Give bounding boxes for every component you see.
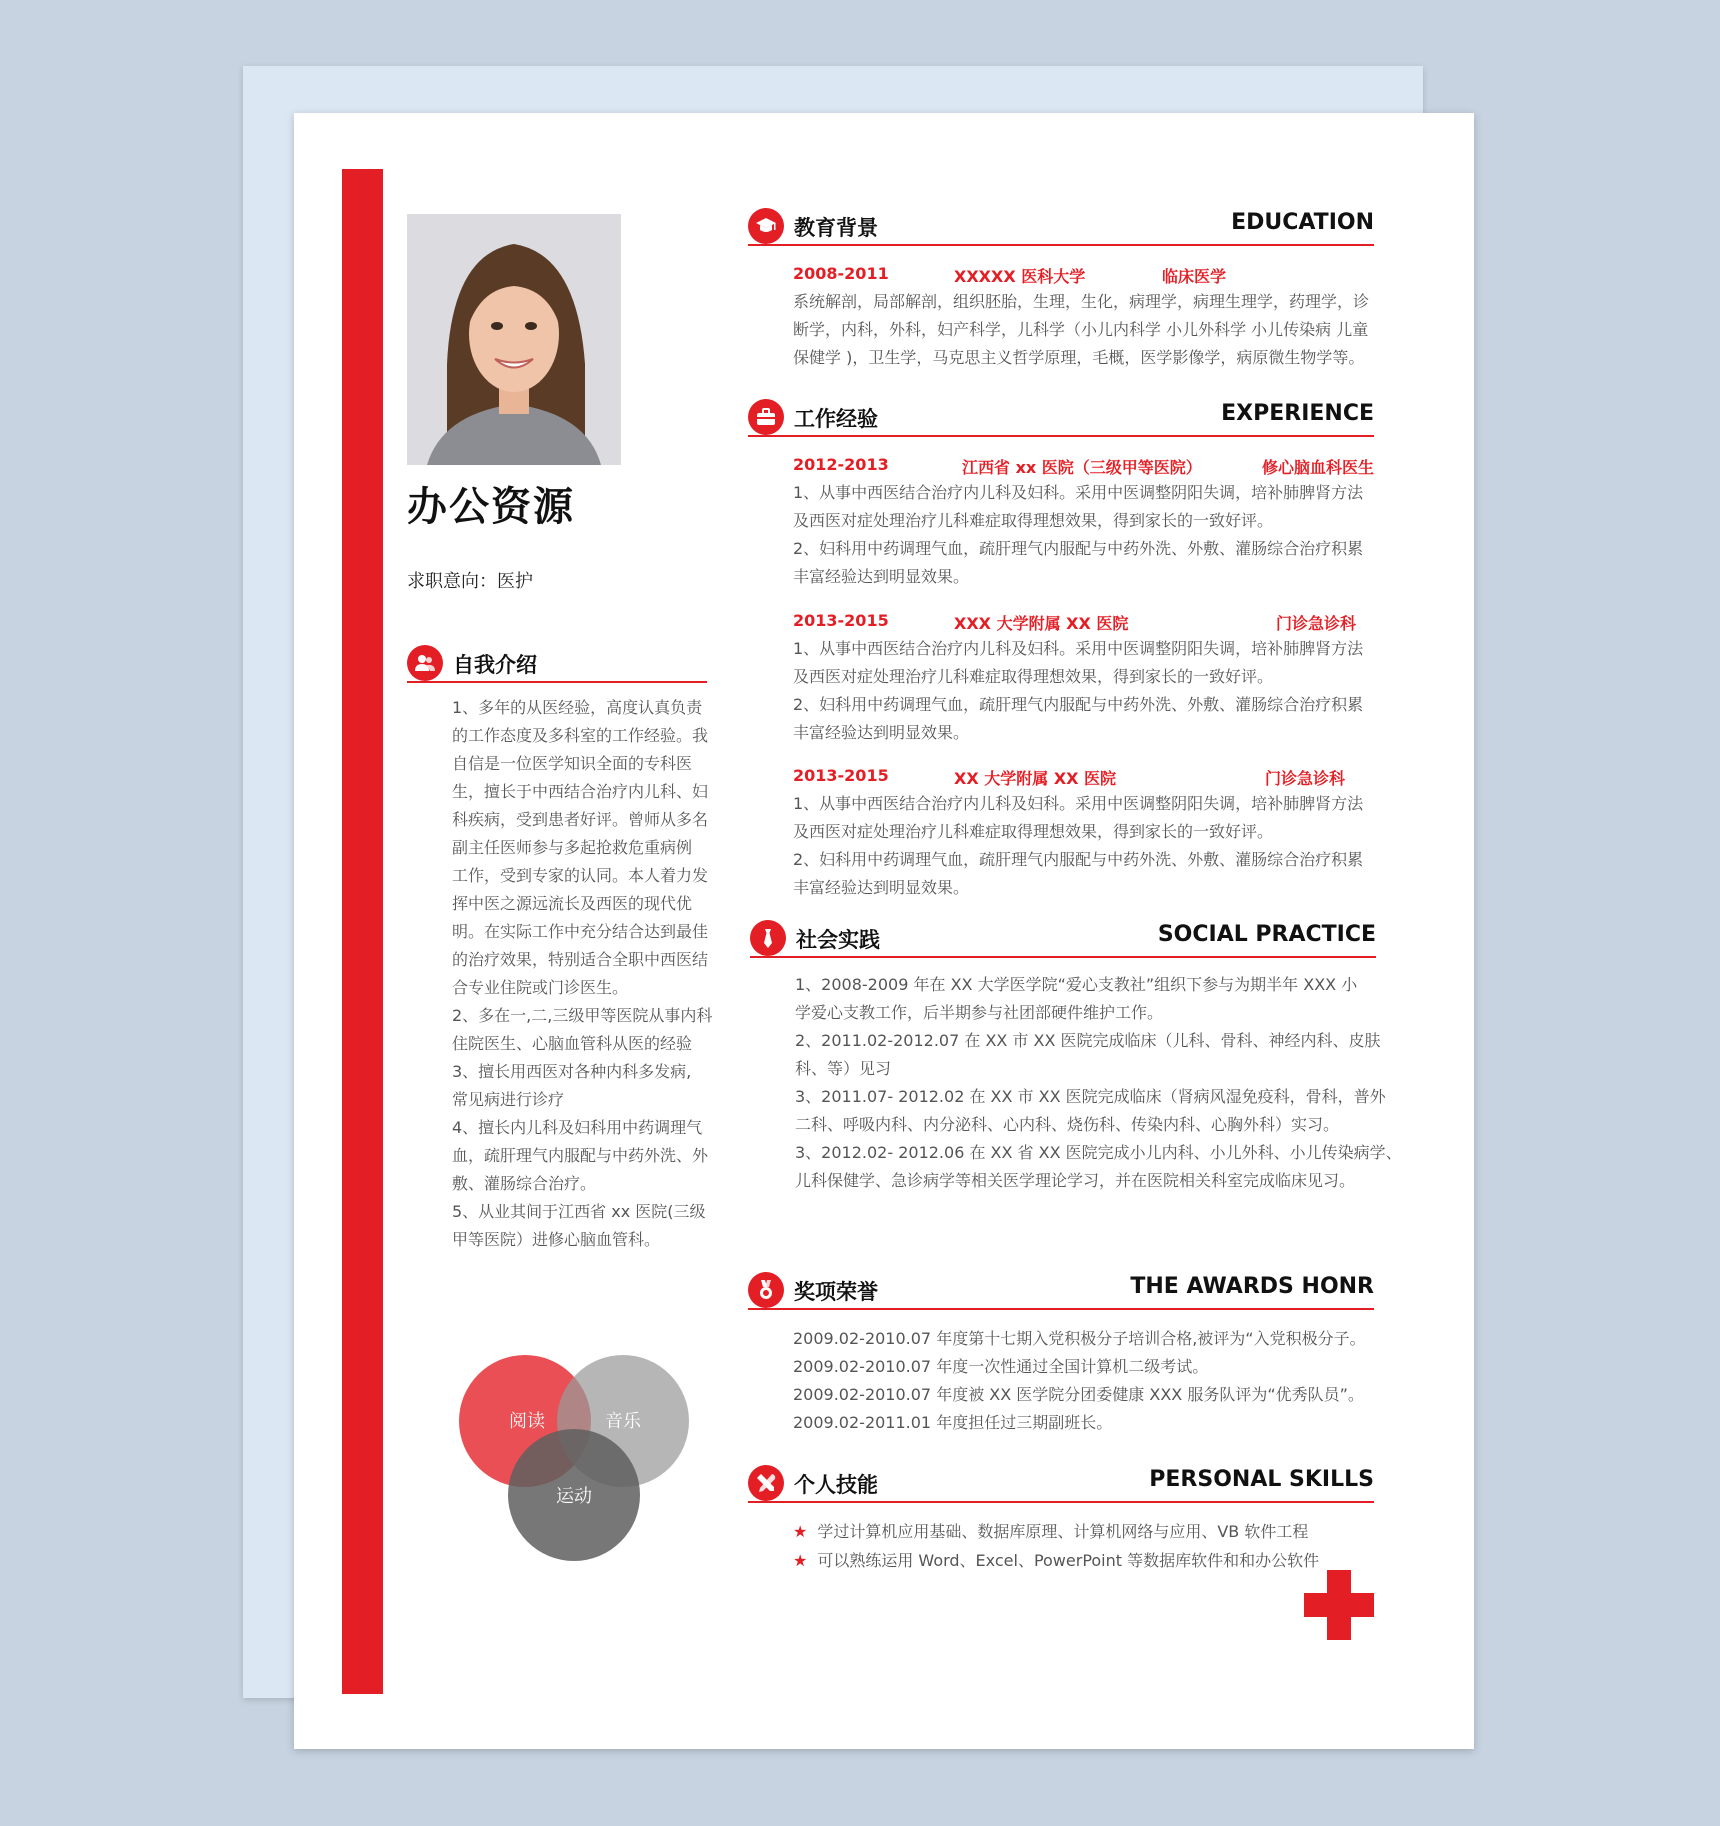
hobby-label: 音乐	[605, 1411, 641, 1432]
text-line: 住院医生、心脑血管科从医的经验	[452, 1034, 693, 1053]
job-row	[793, 766, 1374, 792]
intro-text	[452, 694, 722, 1254]
graduation-cap-icon	[748, 208, 784, 244]
text-line: 血，疏肝理气内服配与中药外洗、外	[452, 1146, 709, 1165]
experience-title: 工作经验	[794, 407, 878, 431]
text-line: 1、从事中西医结合治疗内儿科及妇科。采用中医调整阴阳失调，培补肺脾肾方法	[793, 794, 1364, 813]
text-line: 二科、呼吸内科、内分泌科、心内科、烧伤科、传染内科、心胸外科）实习。	[795, 1115, 1340, 1134]
text-line: 学爱心支教工作，后半期参与社团部硬件维护工作。	[795, 1003, 1164, 1022]
text-line: 2009.02-2010.07 年度被 XX 医学院分团委健康 XXX 服务队评为“优秀队员”。	[793, 1385, 1364, 1404]
text-line: 2、多在一,二,三级甲等医院从事内科	[452, 1006, 713, 1025]
experience-section-header	[748, 399, 1374, 437]
hobby-label: 运动	[556, 1486, 592, 1507]
social-practice-text	[795, 971, 1402, 1195]
experience-title-en: EXPERIENCE	[1221, 401, 1374, 426]
education-title-en: EDUCATION	[1231, 210, 1374, 235]
text-line: 2、妇科用中药调理气血，疏肝理气内服配与中药外洗、外敷、灌肠综合治疗积累	[793, 850, 1364, 869]
text-line: 2009.02-2010.07 年度第十七期入党积极分子培训合格,被评为“入党积极分子。	[793, 1329, 1366, 1348]
skill-item	[793, 1546, 1393, 1575]
text-line: 1、2008-2009 年在 XX 大学医学院“爱心支教社”组织下参与为期半年 XXX 小	[795, 975, 1358, 994]
text-line: 儿科保健学、急诊病学等相关医学理论学习，并在医院相关科室完成临床见习。	[795, 1171, 1356, 1190]
text-line: 的工作态度及多科室的工作经验。我	[452, 726, 709, 745]
text-line: 丰富经验达到明显效果。	[793, 878, 970, 897]
education-period: 2008-2011	[793, 264, 889, 283]
job-description	[793, 790, 1383, 902]
medal-icon	[748, 1272, 784, 1308]
job-role: 门诊急诊科	[1276, 614, 1357, 633]
job-row	[793, 611, 1374, 637]
text-line: 常见病进行诊疗	[452, 1090, 565, 1109]
text-line: 副主任医师参与多起抢救危重病例	[452, 838, 693, 857]
hobbies-venn	[455, 1355, 695, 1565]
text-line: 丰富经验达到明显效果。	[793, 567, 970, 586]
skills-list	[793, 1517, 1393, 1575]
education-school: XXXXX 医科大学	[954, 267, 1086, 286]
awards-text	[793, 1325, 1393, 1437]
text-line: 5、从业其间于江西省 xx 医院(三级	[452, 1202, 706, 1221]
left-accent-bar	[342, 169, 383, 1694]
text-line: 科疾病，受到患者好评。曾师从多名	[452, 810, 709, 829]
user-icon	[407, 645, 443, 681]
skills-title-en: PERSONAL SKILLS	[1149, 1467, 1374, 1492]
tools-icon	[748, 1465, 784, 1501]
skill-text: 学过计算机应用基础、数据库原理、计算机网络与应用、VB 软件工程	[817, 1522, 1309, 1541]
tie-icon	[750, 920, 786, 956]
hobby-label: 阅读	[509, 1411, 545, 1432]
awards-title-en: THE AWARDS HONR	[1130, 1274, 1374, 1299]
job-description	[793, 479, 1383, 591]
awards-title: 奖项荣誉	[794, 1280, 878, 1304]
text-line: 明。在实际工作中充分结合达到最佳	[452, 922, 709, 941]
job-description	[793, 635, 1383, 747]
text-line: 生，擅长于中西结合治疗内儿科、妇	[452, 782, 709, 801]
skill-text: 可以熟练运用 Word、Excel、PowerPoint 等数据库软件和和办公软件	[817, 1551, 1320, 1570]
text-line: 系统解剖，局部解剖，组织胚胎，生理，生化，病理学，病理生理学，药理学，诊	[793, 292, 1370, 311]
education-courses	[793, 288, 1383, 372]
text-line: 4、擅长内儿科及妇科用中药调理气	[452, 1118, 703, 1137]
text-line: 及西医对症处理治疗儿科难症取得理想效果，得到家长的一致好评。	[793, 822, 1274, 841]
text-line: 2、妇科用中药调理气血，疏肝理气内服配与中药外洗、外敷、灌肠综合治疗积累	[793, 539, 1364, 558]
education-title: 教育背景	[794, 216, 878, 240]
profile-photo	[407, 214, 621, 465]
job-intent: 求职意向：医护	[407, 571, 533, 592]
job-org: XX 大学附属 XX 医院	[954, 769, 1117, 788]
text-line: 2009.02-2010.07 年度一次性通过全国计算机二级考试。	[793, 1357, 1209, 1376]
education-row	[793, 264, 1373, 290]
star-icon: ★	[793, 1522, 808, 1541]
text-line: 工作，受到专家的认同。本人着力发	[452, 866, 709, 885]
text-line: 1、从事中西医结合治疗内儿科及妇科。采用中医调整阴阳失调，培补肺脾肾方法	[793, 639, 1364, 658]
text-line: 1、从事中西医结合治疗内儿科及妇科。采用中医调整阴阳失调，培补肺脾肾方法	[793, 483, 1364, 502]
education-major: 临床医学	[1162, 267, 1227, 286]
person-portrait-icon	[407, 214, 621, 465]
text-line: 3、2012.02- 2012.06 在 XX 省 XX 医院完成小儿内科、小儿外科、小儿传染病学、	[795, 1143, 1402, 1162]
job-role: 修心脑血科医生	[1261, 458, 1374, 477]
text-line: 敷、灌肠综合治疗。	[452, 1174, 597, 1193]
text-line: 科、等）见习	[795, 1059, 892, 1078]
text-line: 1、多年的从医经验，高度认真负责	[452, 698, 703, 717]
text-line: 3、擅长用西医对各种内科多发病,	[452, 1062, 692, 1081]
social-title-en: SOCIAL PRACTICE	[1157, 922, 1376, 947]
text-line: 的治疗效果，特别适合全职中西医结	[452, 950, 709, 969]
text-line: 自信是一位医学知识全面的专科医	[452, 754, 693, 773]
text-line: 3、2011.07- 2012.02 在 XX 市 XX 医院完成临床（肾病风湿免疫科，骨科，普外	[795, 1087, 1386, 1106]
intro-title: 自我介绍	[453, 653, 537, 677]
skills-section-header	[748, 1465, 1374, 1503]
job-period: 2013-2015	[793, 766, 889, 785]
text-line: 保健学 )，卫生学，马克思主义哲学原理，毛概，医学影像学，病原微生物学等。	[793, 348, 1365, 367]
social-title: 社会实践	[796, 928, 880, 952]
job-role: 门诊急诊科	[1265, 769, 1346, 788]
star-icon: ★	[793, 1551, 808, 1570]
skill-item	[793, 1517, 1393, 1546]
text-line: 断学，内科，外科，妇产科学，儿科学（小儿内科学 小儿外科学 小儿传染病 儿童	[793, 320, 1369, 339]
medical-cross-icon	[1304, 1570, 1374, 1640]
job-org: XXX 大学附属 XX 医院	[954, 614, 1129, 633]
text-line: 甲等医院）进修心脑血管科。	[452, 1230, 661, 1249]
education-section-header	[748, 208, 1374, 246]
awards-section-header	[748, 1272, 1374, 1310]
job-org: 江西省 xx 医院（三级甲等医院）	[962, 458, 1202, 477]
job-period: 2013-2015	[793, 611, 889, 630]
text-line: 及西医对症处理治疗儿科难症取得理想效果，得到家长的一致好评。	[793, 511, 1274, 530]
text-line: 丰富经验达到明显效果。	[793, 723, 970, 742]
text-line: 及西医对症处理治疗儿科难症取得理想效果，得到家长的一致好评。	[793, 667, 1274, 686]
briefcase-icon	[748, 399, 784, 435]
text-line: 2、2011.02-2012.07 在 XX 市 XX 医院完成临床（儿科、骨科、神经内科、皮肤	[795, 1031, 1381, 1050]
job-period: 2012-2013	[793, 455, 889, 474]
text-line: 挥中医之源远流长及西医的现代优	[452, 894, 693, 913]
candidate-name: 办公资源	[407, 484, 575, 530]
intro-section-header	[407, 645, 707, 683]
job-row	[793, 455, 1374, 481]
text-line: 2、妇科用中药调理气血，疏肝理气内服配与中药外洗、外敷、灌肠综合治疗积累	[793, 695, 1364, 714]
social-section-header	[750, 920, 1376, 958]
text-line: 2009.02-2011.01 年度担任过三期副班长。	[793, 1413, 1113, 1432]
skills-title: 个人技能	[794, 1473, 878, 1497]
text-line: 合专业住院或门诊医生。	[452, 978, 629, 997]
